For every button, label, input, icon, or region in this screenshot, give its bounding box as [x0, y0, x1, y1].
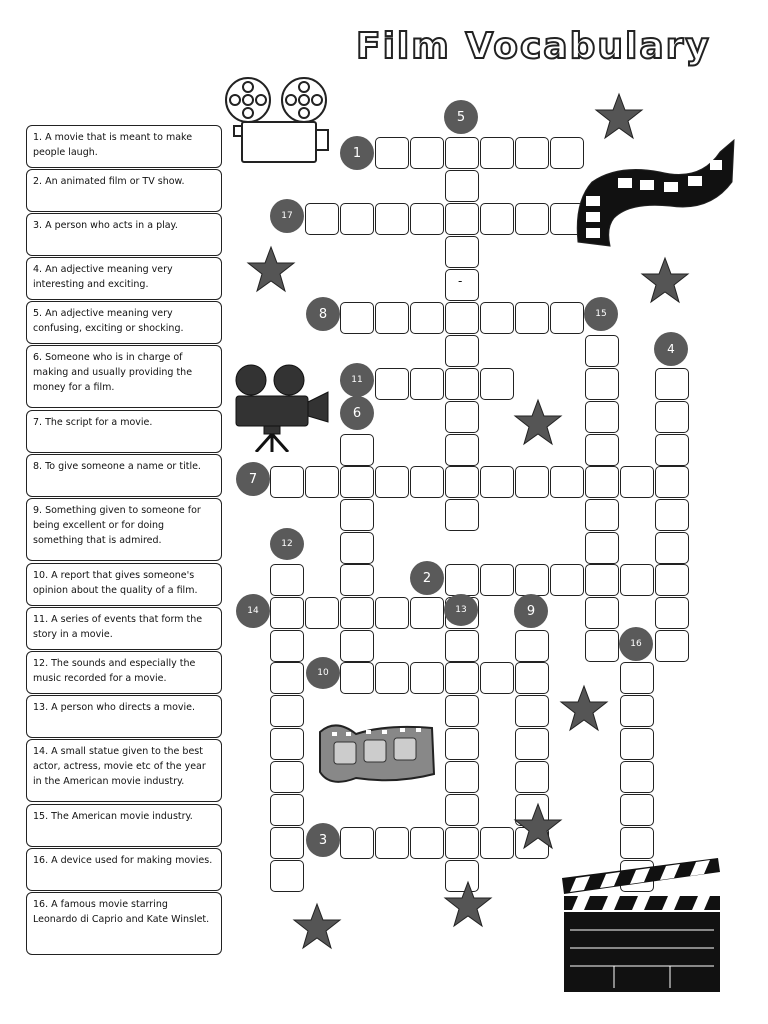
crossword-cell[interactable] [585, 335, 619, 367]
crossword-cell[interactable] [445, 630, 479, 662]
crossword-cell[interactable] [445, 662, 479, 694]
crossword-cell[interactable] [340, 630, 374, 662]
crossword-cell[interactable] [445, 695, 479, 727]
crossword-cell[interactable] [620, 827, 654, 859]
crossword-cell[interactable] [340, 564, 374, 596]
clue-5: 5. An adjective meaning very confusing, exciting or shocking. [26, 301, 222, 344]
crossword-cell[interactable] [515, 728, 549, 760]
crossword-cell[interactable] [305, 466, 339, 498]
crossword-cell[interactable] [445, 302, 479, 334]
crossword-cell[interactable] [375, 466, 409, 498]
crossword-cell[interactable] [515, 203, 549, 235]
crossword-cell[interactable] [655, 597, 689, 629]
clue-15: 15. The American movie industry. [26, 804, 222, 847]
crossword-cell[interactable] [410, 827, 444, 859]
crossword-cell[interactable] [480, 466, 514, 498]
clue-13: 13. A person who directs a movie. [26, 695, 222, 738]
film-projector-icon [222, 76, 334, 166]
crossword-cell[interactable] [445, 728, 479, 760]
crossword-cell[interactable] [340, 203, 374, 235]
crossword-cell[interactable] [445, 466, 479, 498]
crossword-cell[interactable] [445, 137, 479, 169]
clue-1: 1. A movie that is meant to make people laugh. [26, 125, 222, 168]
crossword-cell[interactable] [305, 203, 339, 235]
marker-8: 8 [306, 297, 340, 331]
crossword-cell[interactable] [655, 368, 689, 400]
crossword-cell[interactable] [585, 564, 619, 596]
crossword-cell[interactable] [550, 564, 584, 596]
crossword-cell[interactable] [515, 630, 549, 662]
film-reel-icon [316, 714, 438, 794]
marker-13: 13 [444, 594, 478, 626]
crossword-cell[interactable] [620, 794, 654, 826]
crossword-cell[interactable] [270, 827, 304, 859]
crossword-cell[interactable] [375, 137, 409, 169]
crossword-cell[interactable] [445, 499, 479, 531]
crossword-cell[interactable] [270, 630, 304, 662]
marker-1: 1 [340, 136, 374, 170]
crossword-cell[interactable] [445, 761, 479, 793]
clue-16: 16. A device used for making movies. [26, 848, 222, 891]
star-icon [246, 245, 296, 293]
clue-8: 8. To give someone a name or title. [26, 454, 222, 497]
clue-4: 4. An adjective meaning very interesting and exciting. [26, 257, 222, 300]
crossword-cell[interactable] [515, 137, 549, 169]
crossword-cell[interactable] [445, 335, 479, 367]
crossword-cell[interactable] [445, 236, 479, 268]
crossword-cell[interactable] [585, 434, 619, 466]
crossword-cell[interactable] [410, 203, 444, 235]
marker-12: 12 [270, 528, 304, 560]
clapperboard-icon [560, 856, 724, 994]
crossword-cell[interactable] [585, 532, 619, 564]
marker-14: 14 [236, 594, 270, 628]
crossword-cell[interactable] [480, 368, 514, 400]
crossword-cell[interactable] [515, 761, 549, 793]
crossword-cell[interactable] [445, 401, 479, 433]
crossword-cell[interactable] [375, 662, 409, 694]
crossword-cell[interactable] [655, 466, 689, 498]
crossword-cell[interactable] [340, 466, 374, 498]
marker-11: 11 [340, 363, 374, 397]
clue-6: 6. Someone who is in charge of making and usually providing the money for a film. [26, 345, 222, 408]
crossword-cell[interactable] [410, 662, 444, 694]
crossword-cell[interactable] [480, 827, 514, 859]
marker-2: 2 [410, 561, 444, 595]
crossword-cell[interactable] [375, 368, 409, 400]
crossword-cell[interactable] [585, 499, 619, 531]
crossword-cell[interactable] [620, 564, 654, 596]
crossword-cell[interactable] [620, 761, 654, 793]
crossword-cell[interactable] [655, 564, 689, 596]
crossword-cell[interactable] [480, 662, 514, 694]
crossword-cell[interactable] [585, 630, 619, 662]
crossword-cell[interactable] [270, 466, 304, 498]
crossword-cell[interactable] [340, 662, 374, 694]
crossword-cell[interactable] [480, 564, 514, 596]
marker-3: 3 [306, 823, 340, 857]
crossword-cell[interactable] [375, 597, 409, 629]
crossword-cell[interactable] [515, 662, 549, 694]
crossword-cell[interactable] [270, 794, 304, 826]
clue-12: 12. The sounds and especially the music recorded for a movie. [26, 651, 222, 694]
crossword-cell[interactable] [445, 203, 479, 235]
marker-16: 16 [619, 627, 653, 661]
crossword-cell[interactable] [410, 137, 444, 169]
crossword-cell[interactable] [270, 728, 304, 760]
crossword-cell[interactable] [655, 532, 689, 564]
crossword-cell[interactable] [620, 728, 654, 760]
crossword-cell[interactable] [620, 662, 654, 694]
crossword-cell[interactable] [270, 564, 304, 596]
crossword-cell[interactable] [550, 302, 584, 334]
crossword-cell[interactable] [655, 630, 689, 662]
crossword-cell[interactable] [655, 499, 689, 531]
crossword-cell[interactable] [620, 695, 654, 727]
crossword-cell[interactable] [445, 170, 479, 202]
clue-3: 3. A person who acts in a play. [26, 213, 222, 256]
crossword-cell[interactable] [340, 434, 374, 466]
marker-9: 9 [514, 594, 548, 628]
marker-6: 6 [340, 396, 374, 430]
crossword-cell[interactable] [340, 827, 374, 859]
clue-2: 2. An animated film or TV show. [26, 169, 222, 212]
crossword-cell[interactable] [270, 597, 304, 629]
marker-17: 17 [270, 199, 304, 233]
star-icon [640, 256, 690, 304]
crossword-cell[interactable] [410, 302, 444, 334]
title-text: Film Vocabulary [356, 26, 711, 67]
crossword-cell[interactable] [515, 466, 549, 498]
crossword-cell[interactable] [340, 499, 374, 531]
crossword-cell[interactable] [550, 466, 584, 498]
crossword-cell[interactable] [410, 368, 444, 400]
star-icon [443, 880, 493, 928]
crossword-cell[interactable] [340, 302, 374, 334]
crossword-cell[interactable] [585, 597, 619, 629]
clue-11: 11. A series of events that form the story in a movie. [26, 607, 222, 650]
crossword-cell[interactable] [305, 597, 339, 629]
star-icon [513, 802, 563, 850]
crossword-cell[interactable] [375, 827, 409, 859]
clue-7: 7. The script for a movie. [26, 410, 222, 453]
film-strip-icon [570, 132, 738, 248]
clue-9: 9. Something given to someone for being excellent or for doing something that is admired. [26, 498, 222, 561]
crossword-cell[interactable] [270, 761, 304, 793]
crossword-cell[interactable] [585, 401, 619, 433]
crossword-cell[interactable] [270, 860, 304, 892]
clue-16b: 16. A famous movie starring Leonardo di Caprio and Kate Winslet. [26, 892, 222, 955]
star-icon [292, 902, 342, 950]
marker-4: 4 [654, 332, 688, 366]
hyphen-mark: - [458, 274, 463, 288]
crossword-cell[interactable] [655, 434, 689, 466]
crossword-cell[interactable] [410, 466, 444, 498]
crossword-cell[interactable] [445, 368, 479, 400]
crossword-cell[interactable] [270, 662, 304, 694]
movie-camera-icon [234, 364, 330, 452]
crossword-cell[interactable] [655, 401, 689, 433]
crossword-cell[interactable] [480, 203, 514, 235]
crossword-cell[interactable] [515, 302, 549, 334]
crossword-cell[interactable] [445, 794, 479, 826]
marker-5: 5 [444, 100, 478, 134]
crossword-cell[interactable] [480, 137, 514, 169]
crossword-cell[interactable] [375, 203, 409, 235]
marker-15: 15 [584, 297, 618, 331]
crossword-cell[interactable] [620, 466, 654, 498]
marker-10: 10 [306, 657, 340, 689]
crossword-cell[interactable] [445, 434, 479, 466]
star-icon [559, 684, 609, 732]
crossword-cell[interactable] [515, 564, 549, 596]
crossword-cell[interactable] [585, 368, 619, 400]
crossword-cell[interactable] [270, 695, 304, 727]
crossword-cell[interactable] [445, 564, 479, 596]
crossword-cell[interactable] [340, 532, 374, 564]
clue-14: 14. A small statue given to the best actor, actress, movie etc of the year in the American movie industry. [26, 739, 222, 802]
crossword-cell[interactable] [515, 695, 549, 727]
crossword-cell[interactable] [375, 302, 409, 334]
crossword-cell[interactable] [410, 597, 444, 629]
crossword-cell[interactable] [480, 302, 514, 334]
crossword-cell[interactable] [585, 466, 619, 498]
crossword-cell[interactable] [445, 827, 479, 859]
clue-10: 10. A report that gives someone's opinion about the quality of a film. [26, 563, 222, 606]
crossword-cell[interactable] [340, 597, 374, 629]
marker-7: 7 [236, 462, 270, 496]
star-icon [513, 398, 563, 446]
